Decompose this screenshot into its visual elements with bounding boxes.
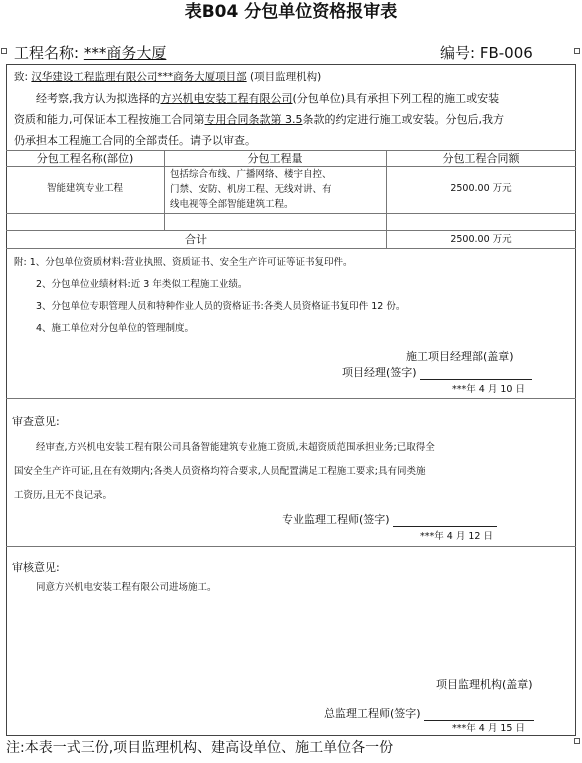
chief-engineer-signature-line — [424, 709, 534, 721]
supervision-org-seal: 项目监理机构(盖章) — [436, 678, 533, 691]
form-code-value: FB-006 — [479, 44, 533, 62]
table-total-amount: 2500.00 万元 — [450, 234, 512, 245]
review-text — [14, 436, 435, 508]
section-divider-review — [6, 398, 576, 399]
review-line-2: 国安全生产许可证,且在有效期内;各类人员资格均符合要求,人员配置满足工程施工要求;具有同类施 — [14, 466, 426, 477]
table-header-scope: 分包工程量 — [247, 152, 303, 165]
corner-mark-bottom-right — [574, 738, 580, 744]
attachment-item-3: 3、分包单位专职管理人员和特种作业人员的资格证书:各类人员资格证书复印件 12 份。 — [36, 301, 406, 312]
scope-line-1: 包括综合布线、广播网络、楼宇自控、 — [170, 169, 332, 180]
table-row-border — [6, 213, 576, 214]
table-total-label: 合计 — [185, 233, 207, 246]
attachments-date: ***年 4 月 10 日 — [452, 384, 525, 395]
audit-date: ***年 4 月 15 日 — [452, 723, 525, 734]
table-cell-scope — [170, 167, 332, 212]
attachments-block — [14, 252, 405, 340]
form-code-label: 编号: — [440, 44, 476, 62]
table-header-name: 分包工程名称(部位) — [36, 152, 134, 165]
engineer-sign-label: 专业监理工程师(签字) — [282, 513, 390, 526]
review-date: ***年 4 月 12 日 — [420, 531, 493, 542]
review-line-1: 经审查,方兴机电安装工程有限公司具备智能建筑专业施工资质,未超资质范围承担业务;已取得全 — [36, 442, 435, 453]
review-line-3: 工资历,且无不良记录。 — [14, 490, 113, 501]
attachments-title: 附: — [14, 257, 27, 268]
attachment-item-1: 附: 1、分包单位资质材料:营业执照、资质证书、安全生产许可证等证书复印件。 — [14, 257, 353, 268]
engineer-sign-row — [282, 512, 497, 527]
form-code-row — [440, 43, 533, 63]
intro-text-a: 经考察,我方认为拟选择的 — [36, 92, 161, 105]
addressee-value: 汉华建设工程监理有限公司***商务大厦项目部 — [31, 71, 247, 83]
project-manager-signature-line — [420, 368, 532, 380]
chief-engineer-label: 总监理工程师(签字) — [324, 707, 421, 720]
project-name-label: 工程名称: — [14, 44, 80, 62]
section-divider-audit — [6, 546, 576, 547]
table-header-amount: 分包工程合同额 — [442, 152, 520, 165]
table-bottom-border — [6, 248, 576, 249]
footer-note: 注:本表一式三份,项目监理机构、建高设单位、施工单位各一份 — [6, 740, 394, 756]
intro-line-3: 仍承担本工程施工合同的全部责任。请予以审查。 — [14, 134, 256, 147]
table-cell-name: 智能建筑专业工程 — [46, 183, 123, 194]
addressee-prefix: 致: — [14, 71, 29, 83]
review-title: 审查意见: — [12, 415, 60, 428]
subcontractor-name: 方兴机电安装工程有限公司 — [160, 92, 293, 105]
contract-clause: 专用合同条款第 3.5 — [204, 113, 303, 126]
corner-mark-top-right — [574, 48, 580, 54]
audit-title: 审核意见: — [12, 561, 60, 574]
project-manager-sign-row — [342, 365, 532, 380]
corner-mark-top-left — [1, 48, 7, 54]
engineer-signature-line — [393, 515, 497, 527]
table-total-border — [6, 230, 576, 231]
project-name-value: ***商务大厦 — [83, 44, 167, 62]
intro-line-2 — [14, 109, 504, 131]
project-manager-label: 项目经理(签字) — [342, 366, 417, 379]
intro-line2-a: 资质和能力,可保证本工程按施工合同第 — [14, 113, 205, 126]
chief-engineer-sign-row — [324, 706, 534, 721]
form-title: 表B04 分包单位资格报审表 — [184, 2, 398, 22]
intro-line2-b: 条款的约定进行施工或安装。分包后,我方 — [302, 113, 504, 126]
intro-line-1 — [36, 88, 499, 110]
addressee-suffix: (项目监理机构) — [249, 71, 322, 83]
project-name-row — [14, 43, 166, 63]
scope-line-2: 门禁、安防、机房工程、无线对讲、有 — [170, 184, 332, 195]
contractor-dept-seal: 施工项目经理部(盖章) — [406, 350, 514, 363]
addressee-row — [14, 66, 321, 88]
scope-line-3: 线电视等全部智能建筑工程。 — [170, 199, 294, 210]
intro-text-b: (分包单位)具有承担下列工程的施工或安装 — [292, 92, 500, 105]
attachment-item-4: 4、施工单位对分包单位的管理制度。 — [36, 323, 195, 334]
table-cell-amount: 2500.00 万元 — [450, 183, 512, 194]
attachment-item-2: 2、分包单位业绩材料:近 3 年类似工程施工业绩。 — [36, 279, 248, 290]
audit-text: 同意方兴机电安装工程有限公司进场施工。 — [36, 582, 217, 593]
